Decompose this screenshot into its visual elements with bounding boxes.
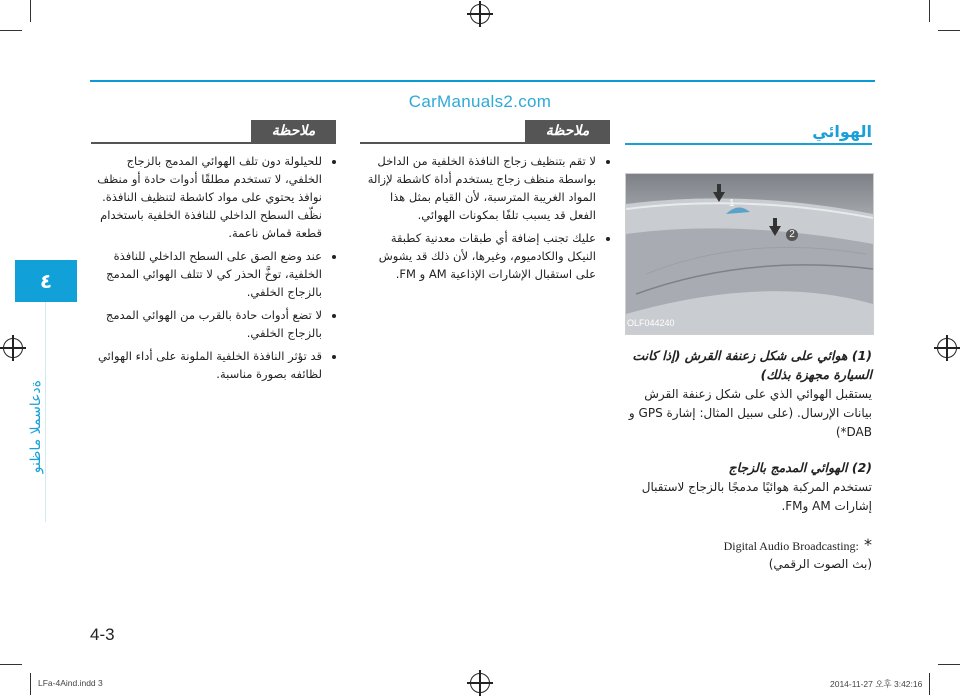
note-bullet: • للحيلولة دون تلف الهوائي المدمج بالزجاج الخلفي، لا تستخدم مطلقًا أدوات حادة أو منظف نوافذ يحتوي على مواد كاشطة لتنظيف النافذة. نظّف السطح الداخلي للنافذة الخلفية باستخدام قطعة قماش ناعمة. [91, 152, 322, 242]
footnote-arabic: (بث الصوت الرقمي) [768, 557, 872, 571]
item1-title: (1) هوائي على شكل زعنفة القرش (إذا كانت السيارة مجهزة بذلك) [632, 348, 872, 382]
page-number: 4-3 [90, 625, 115, 644]
note-header: ملاحظة [525, 120, 610, 142]
marker-number-1: 1 [729, 198, 735, 209]
footnote-english: Digital Audio Broadcasting: [723, 539, 859, 553]
car-rear-illustration [626, 174, 873, 334]
note-header: ملاحظة [251, 120, 336, 142]
marker-arrow-1 [717, 184, 721, 192]
footnote [625, 535, 872, 554]
left-column [91, 120, 336, 388]
marker-arrow-2-head [769, 226, 781, 236]
note-body [360, 152, 610, 283]
asterisk-icon: * [864, 535, 872, 554]
note-body [91, 152, 336, 383]
watermark: CarManuals2.com [408, 92, 552, 111]
footer-date: 2014-11-27 오후 3:42:16 [830, 679, 923, 689]
note-bullet: • قد تؤثر النافذة الخلفية الملونة على أداء الهوائي لظائفه بصورة مناسبة. [91, 347, 322, 383]
footer-file: LFa-4Aind.indd 3 [38, 678, 103, 688]
item2-title: (2) الهوائي المدمج بالزجاج [728, 460, 872, 475]
registration-mark-icon [470, 4, 490, 24]
note-rule [91, 142, 336, 144]
note-rule [360, 142, 610, 144]
registration-mark-icon [3, 338, 23, 358]
marker-arrow-2 [773, 218, 777, 226]
marker-number-2: 2 [786, 229, 798, 241]
registration-mark-icon [937, 338, 957, 358]
item2-text: تستخدم المركبة هوائيًا مدمجًا بالزجاج لاستقبال إشارات AM وFM. [641, 480, 872, 513]
photo-code: OLF044240 [627, 318, 675, 328]
antenna-photo [625, 173, 874, 335]
note-bullet: • لا تقم بتنظيف زجاج النافذة الخلفية من الداخل بواسطة منظف زجاج يستخدم أداة كاشطة لإزالة المواد الغريبة المترسبة، لأن القيام بمثل هذا الفعل قد يسبب تلفًا بمكونات الهوائي. [360, 152, 596, 224]
chapter-label: ةدعاسملا ماظنو [28, 380, 44, 474]
note-bullet: • لا تضع أدوات حادة بالقرب من الهوائي المدمج بالزجاج الخلفي. [91, 306, 322, 342]
item1-text: يستقبل الهوائي الذي على شكل زعنفة القرش بيانات الإرسال. (على سبيل المثال: إشارة GPS و DAB*) [628, 387, 872, 439]
note-bullet: • عليك تجنب إضافة أي طبقات معدنية كطبقة النيكل والكادميوم، وغيرها، لأن ذلك قد يشوش على استقبال الإشارات الإذاعية AM و FM. [360, 229, 596, 283]
registration-mark-icon [470, 673, 490, 693]
chapter-tab: ٤ [15, 260, 77, 302]
section-rule [625, 143, 872, 145]
header-rule [90, 80, 875, 82]
marker-arrow-1-head [713, 192, 725, 202]
side-strip [45, 302, 46, 522]
section-title: الهوائي [812, 122, 872, 141]
middle-column [360, 120, 610, 288]
note-bullet: • عند وضع الصق على السطح الداخلي للنافذة الخلفية، توخَّ الحذر كي لا تتلف الهوائي المدمج بالزجاج الخلفي. [91, 247, 322, 301]
